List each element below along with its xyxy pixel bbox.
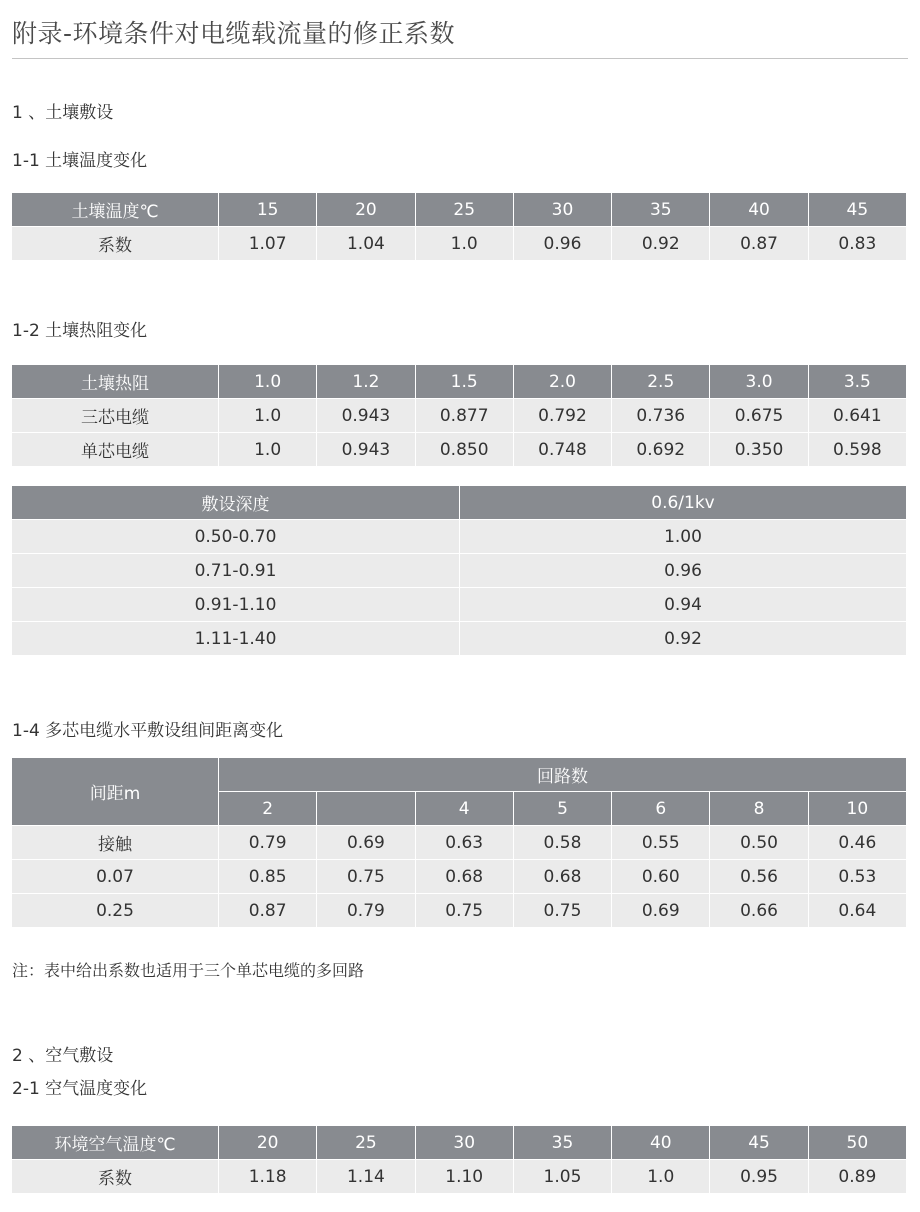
header-cell: 30 [415, 1126, 513, 1160]
table-header-row [12, 193, 907, 227]
header-cell: 25 [415, 193, 513, 227]
table-row [12, 227, 907, 261]
header-cell: 10 [808, 792, 906, 826]
table-cell: 1.0 [219, 433, 317, 467]
header-cell: 35 [513, 1126, 611, 1160]
header-cell: 1.2 [317, 365, 415, 399]
table-cell: 0.598 [808, 433, 906, 467]
table-cell: 0.92 [460, 622, 907, 656]
air-temperature-table [11, 1125, 907, 1194]
table-row [12, 894, 907, 928]
table-row [12, 588, 907, 622]
table-cell: 0.692 [612, 433, 710, 467]
table-cell: 0.83 [808, 227, 906, 261]
table-cell: 0.75 [317, 860, 415, 894]
table-row [12, 399, 907, 433]
table-cell: 0.63 [415, 826, 513, 860]
table-cell: 0.850 [415, 433, 513, 467]
header-cell: 30 [513, 193, 611, 227]
table-cell: 0.58 [513, 826, 611, 860]
table-cell: 1.0 [415, 227, 513, 261]
table-header-row [12, 1126, 907, 1160]
section-1-1-heading: 1-1 土壤温度变化 [12, 151, 148, 171]
row-label: 0.50-0.70 [12, 520, 460, 554]
header-cell: 3.0 [710, 365, 808, 399]
soil-thermal-resistance-table [11, 364, 907, 467]
table-cell: 0.675 [710, 399, 808, 433]
table-cell: 1.18 [219, 1160, 317, 1194]
table-cell: 1.0 [219, 399, 317, 433]
table-row [12, 520, 907, 554]
title-divider [12, 58, 908, 59]
table-cell: 0.943 [317, 433, 415, 467]
table-header-row [12, 365, 907, 399]
table-cell: 0.96 [513, 227, 611, 261]
header-cell: 35 [612, 193, 710, 227]
header-cell: 4 [415, 792, 513, 826]
table-cell: 0.64 [808, 894, 906, 928]
row-label: 接触 [12, 826, 219, 860]
table-cell: 0.350 [710, 433, 808, 467]
table-note: 注：表中给出系数也适用于三个单芯电缆的多回路 [12, 961, 365, 980]
table-cell: 0.55 [612, 826, 710, 860]
table-cell: 1.04 [317, 227, 415, 261]
table-cell: 0.89 [808, 1160, 906, 1194]
table-cell: 0.75 [415, 894, 513, 928]
header-cell: 1.5 [415, 365, 513, 399]
table-cell: 0.792 [513, 399, 611, 433]
header-cell: 45 [710, 1126, 808, 1160]
corner-header-cell: 间距m [12, 758, 219, 826]
row-label: 0.07 [12, 860, 219, 894]
table-cell: 0.56 [710, 860, 808, 894]
row-label: 系数 [12, 227, 219, 261]
table-cell: 0.877 [415, 399, 513, 433]
table-cell: 1.10 [415, 1160, 513, 1194]
header-cell: 5 [513, 792, 611, 826]
table-cell: 0.92 [612, 227, 710, 261]
section-1-4-heading: 1-4 多芯电缆水平敷设组间距离变化 [12, 721, 284, 741]
table-cell: 0.68 [415, 860, 513, 894]
header-cell: 敷设深度 [12, 486, 460, 520]
section-2-1-heading: 2-1 空气温度变化 [12, 1079, 148, 1099]
group-spacing-table [11, 757, 907, 928]
page-title: 附录-环境条件对电缆载流量的修正系数 [12, 19, 456, 48]
header-cell: 2 [219, 792, 317, 826]
row-label: 单芯电缆 [12, 433, 219, 467]
table-cell: 0.85 [219, 860, 317, 894]
header-cell: 50 [808, 1126, 906, 1160]
table-cell: 0.46 [808, 826, 906, 860]
table-cell: 0.748 [513, 433, 611, 467]
table-cell: 0.69 [612, 894, 710, 928]
section-2-heading: 2 、空气敷设 [12, 1046, 114, 1066]
table-cell: 0.943 [317, 399, 415, 433]
header-cell: 15 [219, 193, 317, 227]
table-cell: 0.68 [513, 860, 611, 894]
table-cell: 0.79 [317, 894, 415, 928]
section-1-2-heading: 1-2 土壤热阻变化 [12, 321, 148, 341]
table-cell: 0.87 [710, 227, 808, 261]
header-cell: 1.0 [219, 365, 317, 399]
table-header-row [12, 486, 907, 520]
header-cell: 8 [710, 792, 808, 826]
header-cell: 40 [612, 1126, 710, 1160]
header-cell: 环境空气温度℃ [12, 1126, 219, 1160]
table-cell: 0.736 [612, 399, 710, 433]
table-cell: 0.79 [219, 826, 317, 860]
header-cell: 6 [612, 792, 710, 826]
table-row [12, 1160, 907, 1194]
row-label: 1.11-1.40 [12, 622, 460, 656]
header-cell: 2.0 [513, 365, 611, 399]
table-cell: 1.05 [513, 1160, 611, 1194]
section-1-heading: 1 、土壤敷设 [12, 103, 114, 123]
header-cell: 3.5 [808, 365, 906, 399]
table-cell: 0.69 [317, 826, 415, 860]
laying-depth-table [11, 485, 907, 656]
table-cell: 1.14 [317, 1160, 415, 1194]
table-row [12, 622, 907, 656]
header-cell: 土壤温度℃ [12, 193, 219, 227]
row-label: 系数 [12, 1160, 219, 1194]
table-cell: 1.00 [460, 520, 907, 554]
table-row [12, 554, 907, 588]
table-cell: 0.66 [710, 894, 808, 928]
table-cell: 0.95 [710, 1160, 808, 1194]
row-label: 0.91-1.10 [12, 588, 460, 622]
header-cell: 2.5 [612, 365, 710, 399]
table-cell: 0.94 [460, 588, 907, 622]
soil-temperature-table [11, 192, 907, 261]
table-row [12, 860, 907, 894]
header-cell: 25 [317, 1126, 415, 1160]
row-label: 三芯电缆 [12, 399, 219, 433]
header-cell: 土壤热阻 [12, 365, 219, 399]
table-cell: 0.53 [808, 860, 906, 894]
table-cell: 0.87 [219, 894, 317, 928]
table-cell: 1.07 [219, 227, 317, 261]
header-cell: 20 [317, 193, 415, 227]
header-cell: 20 [219, 1126, 317, 1160]
table-cell: 0.96 [460, 554, 907, 588]
table-row [12, 826, 907, 860]
row-label: 0.25 [12, 894, 219, 928]
table-cell: 1.0 [612, 1160, 710, 1194]
header-cell: 40 [710, 193, 808, 227]
group-header-cell: 回路数 [219, 758, 907, 792]
table-cell: 0.60 [612, 860, 710, 894]
table-cell: 0.641 [808, 399, 906, 433]
table-cell: 0.50 [710, 826, 808, 860]
table-cell: 0.75 [513, 894, 611, 928]
table-header-row [12, 758, 907, 792]
header-cell [317, 792, 415, 826]
header-cell: 45 [808, 193, 906, 227]
row-label: 0.71-0.91 [12, 554, 460, 588]
table-row [12, 433, 907, 467]
header-cell: 0.6/1kv [460, 486, 907, 520]
